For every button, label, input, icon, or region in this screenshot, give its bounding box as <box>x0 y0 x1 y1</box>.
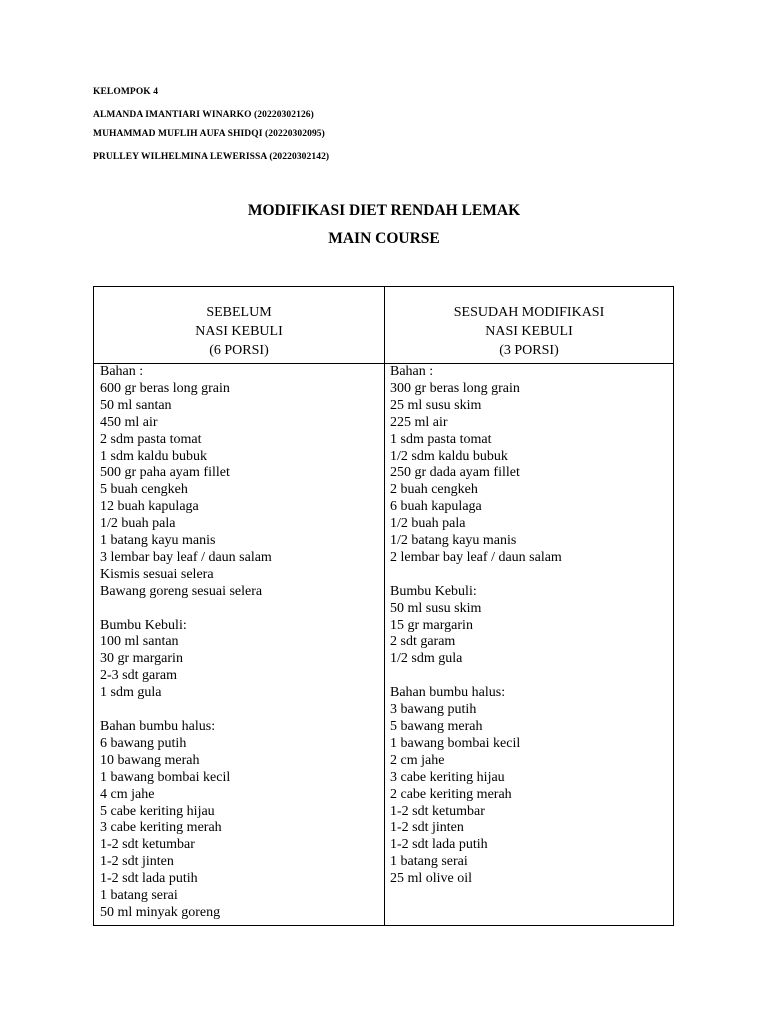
ingredient-line: 1 batang serai <box>100 888 178 904</box>
ingredient-line: 225 ml air <box>390 414 448 430</box>
after-ingredients <box>390 364 562 888</box>
ingredient-line: 25 ml olive oil <box>390 871 473 887</box>
ingredient-line: 1 batang kayu manis <box>100 533 216 549</box>
ingredient-line: 2 sdt garam <box>390 634 456 650</box>
ingredient-line: 1/2 sdm gula <box>390 651 463 667</box>
ingredient-line: Bahan bumbu halus: <box>100 719 216 734</box>
member-3: PRULLEY WILHELMINA LEWERISSA (20220302142) <box>93 152 330 162</box>
ingredient-line: 1/2 sdm kaldu bubuk <box>390 448 508 464</box>
ingredient-line: Bahan bumbu halus: <box>390 685 506 701</box>
ingredient-line: 2 cabe keriting merah <box>390 786 512 802</box>
ingredient-line: 450 ml air <box>100 414 158 430</box>
before-column-header <box>94 303 384 360</box>
after-heading-line: SESUDAH MODIFIKASI <box>453 305 605 320</box>
ingredient-line: 1-2 sdt lada putih <box>390 837 488 853</box>
ingredient-line: 5 cabe keriting hijau <box>100 803 215 819</box>
ingredient-line: 1 bawang bombai kecil <box>100 769 231 785</box>
ingredient-line: 1-2 sdt jinten <box>390 820 464 836</box>
ingredient-line: Bumbu Kebuli: <box>100 617 187 633</box>
ingredient-line: 2-3 sdt garam <box>100 668 177 684</box>
ingredient-line: 2 cm jahe <box>390 752 445 768</box>
ingredient-line: 5 bawang merah <box>390 719 483 734</box>
before-heading-line: NASI KEBULI <box>195 324 283 339</box>
ingredient-line: 5 buah cengkeh <box>100 482 188 498</box>
ingredient-line: 1-2 sdt jinten <box>100 854 174 870</box>
before-heading-line: (6 PORSI) <box>209 343 269 358</box>
ingredient-line: 3 bawang putih <box>390 702 477 718</box>
member-1: ALMANDA IMANTIARI WINARKO (20220302126) <box>93 110 314 120</box>
after-column-header <box>385 303 673 360</box>
after-heading-line: NASI KEBULI <box>485 324 573 339</box>
ingredient-line <box>390 668 562 685</box>
ingredient-line: 50 ml santan <box>100 397 172 413</box>
ingredient-line: 2 sdm pasta tomat <box>100 431 202 447</box>
ingredient-line: Bahan : <box>390 364 434 379</box>
ingredient-line: 1/2 batang kayu manis <box>390 533 517 549</box>
ingredient-line: 6 bawang putih <box>100 735 187 751</box>
ingredient-line: Bawang goreng sesuai selera <box>100 583 263 599</box>
ingredient-line: 300 gr beras long grain <box>390 380 520 396</box>
ingredient-line: 1 sdm kaldu bubuk <box>100 448 207 464</box>
ingredient-line: 1-2 sdt ketumbar <box>100 837 195 853</box>
ingredient-line: 1 sdm pasta tomat <box>390 431 492 447</box>
ingredient-line: Kismis sesuai selera <box>100 566 214 582</box>
ingredient-line: 500 gr paha ayam fillet <box>100 465 230 481</box>
ingredient-line: 15 gr margarin <box>390 617 473 633</box>
ingredient-line: 1 batang serai <box>390 854 468 870</box>
ingredient-line: 50 ml minyak goreng <box>100 904 221 920</box>
ingredient-line: 3 cabe keriting hijau <box>390 769 505 785</box>
ingredient-line: 3 cabe keriting merah <box>100 820 222 836</box>
ingredient-line: 25 ml susu skim <box>390 397 482 413</box>
ingredient-line <box>100 601 272 618</box>
ingredient-line: 1 bawang bombai kecil <box>390 735 521 751</box>
ingredient-line: 2 lembar bay leaf / daun salam <box>390 549 562 565</box>
document-title: MODIFIKASI DIET RENDAH LEMAK <box>247 202 521 219</box>
ingredient-line: 30 gr margarin <box>100 651 183 667</box>
ingredient-line: 1-2 sdt ketumbar <box>390 803 485 819</box>
ingredient-line: 1/2 buah pala <box>100 516 176 532</box>
ingredient-line: 4 cm jahe <box>100 786 155 802</box>
ingredient-line: 250 gr dada ayam fillet <box>390 465 520 481</box>
before-heading-line: SEBELUM <box>206 305 272 320</box>
group-label: KELOMPOK 4 <box>93 87 159 97</box>
ingredient-line: Bumbu Kebuli: <box>390 583 477 599</box>
column-divider <box>384 287 385 925</box>
after-heading-line: (3 PORSI) <box>499 343 559 358</box>
ingredient-line: 50 ml susu skim <box>390 600 482 616</box>
document-subtitle: MAIN COURSE <box>328 230 440 247</box>
ingredient-line: 1/2 buah pala <box>390 516 466 532</box>
ingredient-line: 10 bawang merah <box>100 752 200 768</box>
ingredient-line: 600 gr beras long grain <box>100 380 230 396</box>
ingredient-line: 1 sdm gula <box>100 685 162 701</box>
ingredient-line: Bahan : <box>100 364 144 379</box>
ingredient-line: 6 buah kapulaga <box>390 499 482 515</box>
ingredient-line: 100 ml santan <box>100 634 179 650</box>
ingredient-line <box>390 567 562 584</box>
ingredient-line: 3 lembar bay leaf / daun salam <box>100 549 272 565</box>
ingredient-line <box>100 702 272 719</box>
ingredient-line: 12 buah kapulaga <box>100 499 199 515</box>
ingredient-line: 2 buah cengkeh <box>390 482 478 498</box>
ingredient-line: 1-2 sdt lada putih <box>100 871 198 887</box>
before-ingredients <box>100 364 272 922</box>
comparison-table <box>93 286 674 926</box>
member-2: MUHAMMAD MUFLIH AUFA SHIDQI (20220302095) <box>93 129 325 139</box>
